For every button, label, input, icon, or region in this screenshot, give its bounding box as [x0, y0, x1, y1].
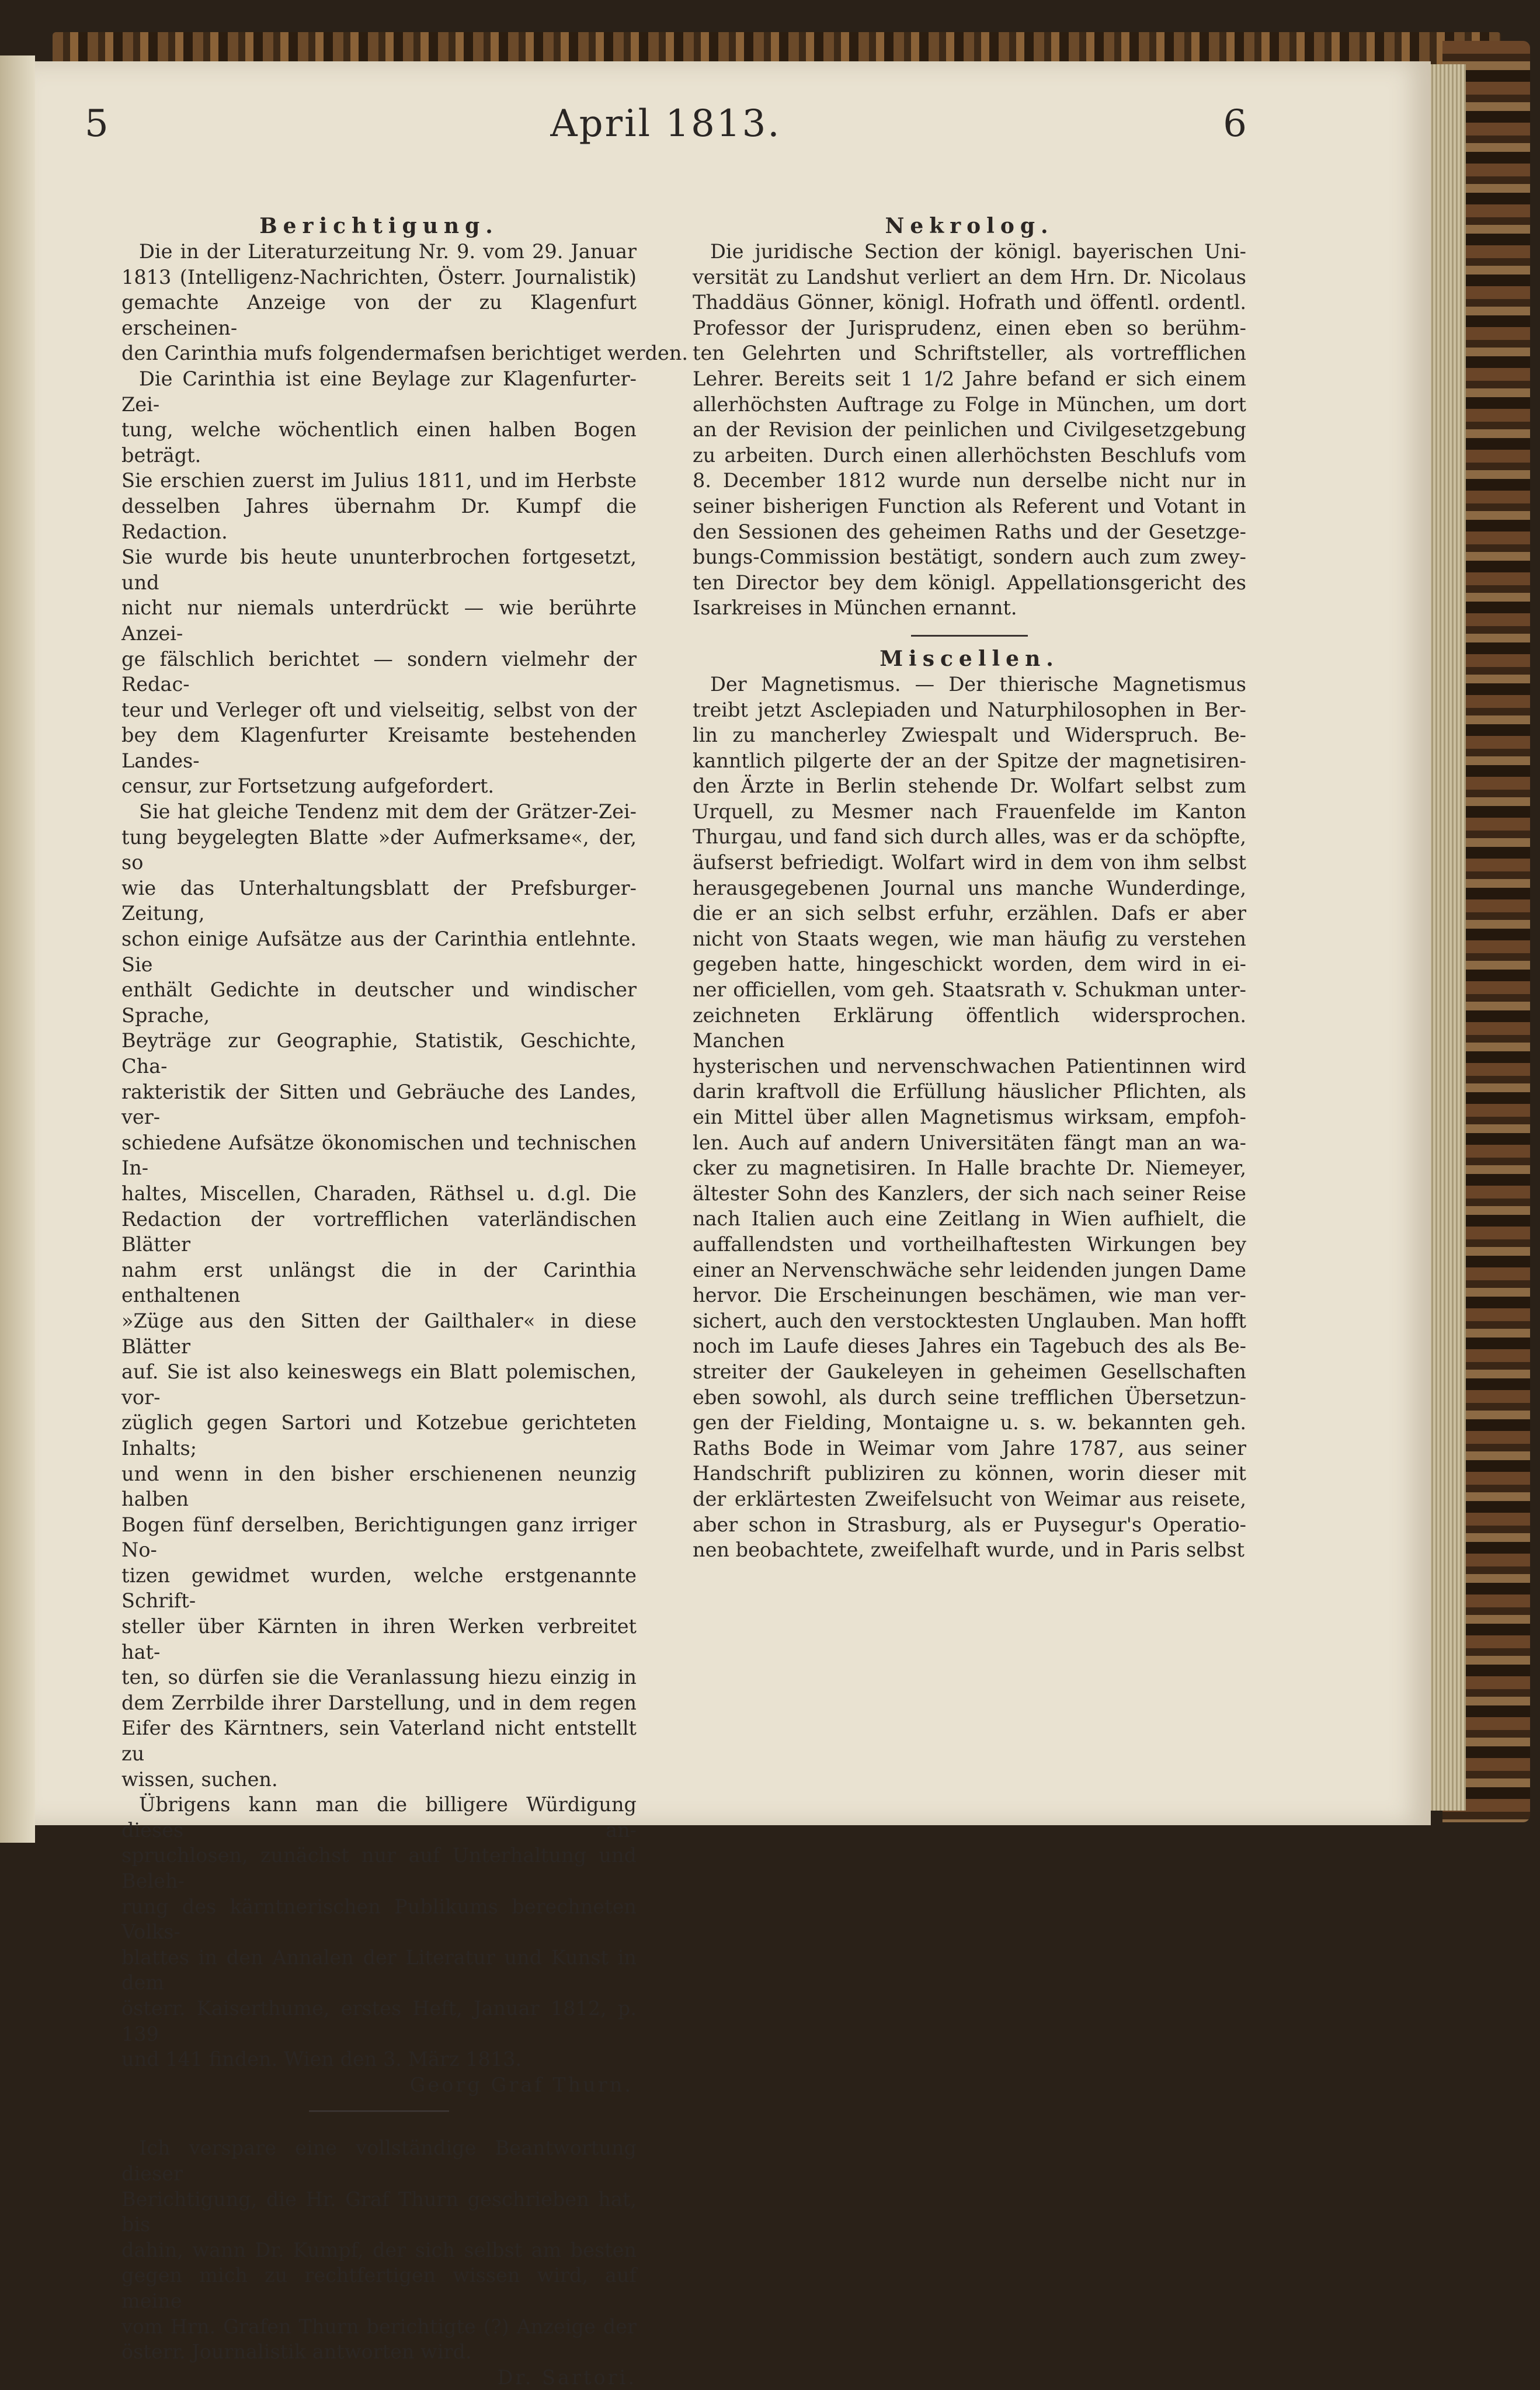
text-line: zu arbeiten. Durch einen allerhöchsten Beschlufs vom	[693, 443, 1246, 467]
text-line: gemachte Anzeige von der zu Klagenfurt erscheinen-	[121, 291, 637, 339]
text-line: Der Magnetismus. — Der thierische Magnetismus	[710, 672, 1246, 696]
left-column	[121, 213, 689, 2390]
text-line: len. Auch auf andern Universitäten fängt man an wa-	[693, 1131, 1246, 1154]
text-line: bungs-Commission bestätigt, sondern auch zum zwey-	[693, 546, 1246, 569]
text-line: züglich gegen Sartori und Kotzebue gerichteten Inhalts;	[121, 1411, 637, 1460]
text-line: ältester Sohn des Kanzlers, der sich nach seiner Reise	[693, 1182, 1246, 1205]
text-line: Handschrift publiziren zu können, worin dieser mit	[693, 1462, 1246, 1485]
text-line: zeichneten Erklärung öffentlich widersprochen. Manchen	[693, 1003, 1246, 1052]
text-line: nahm erst unlängst die in der Carinthia enthaltenen	[121, 1258, 637, 1307]
text-line: hervor. Die Erscheinungen beschämen, wie man ver-	[693, 1284, 1246, 1307]
text-line: 1813 (Intelligenz-Nachrichten, Österr. Journalistik)	[121, 265, 637, 289]
text-line: seiner bisherigen Function als Referent und Votant in	[693, 494, 1246, 517]
section-title-nekrolog: Nekrolog.	[885, 214, 1054, 238]
text-line: wie das Unterhaltungsblatt der Prefsburger-Zeitung,	[121, 876, 637, 925]
text-line: Bogen fünf derselben, Berichtigungen ganz irriger No-	[121, 1513, 637, 1562]
text-line: treibt jetzt Asclepiaden und Naturphilosophen in Ber-	[693, 698, 1246, 721]
paragraph	[121, 2135, 637, 2364]
text-line: eben sowohl, als durch seine trefflichen Übersetzun-	[693, 1385, 1246, 1409]
text-line: nen beobachtete, zweifelhaft wurde, und in Paris selbst	[693, 1538, 1244, 1562]
text-line: nach Italien auch eine Zeitlang in Wien aufhielt, die	[693, 1207, 1246, 1231]
paragraph	[121, 239, 689, 366]
text-line: bey dem Klagenfurter Kreisamte bestehenden Landes-	[121, 724, 637, 772]
text-line: Berichtigung, die Hr. Graf Thurn geschrieben hat, bis	[121, 2187, 637, 2236]
text-line: Thurgau, und fand sich durch alles, was er da schöpfte,	[693, 825, 1246, 849]
text-line: einer an Nervenschwäche sehr leidenden jungen Dame	[693, 1258, 1246, 1281]
text-line: Die in der Literaturzeitung Nr. 9. vom 29. Januar	[139, 240, 637, 263]
text-line: auf. Sie ist also keineswegs ein Blatt polemischen, vor-	[121, 1360, 637, 1409]
text-line: rakteristik der Sitten und Gebräuche des Landes, ver-	[121, 1080, 637, 1129]
text-line: »Züge aus den Sitten der Gailthaler« in diese Blätter	[121, 1309, 637, 1358]
text-line: ner officiellen, vom geh. Staatsrath v. Schukman unter-	[693, 978, 1246, 1002]
text-line: österr. Journalistik antworten wird.	[121, 2340, 472, 2364]
text-line: Eifer des Kärntners, sein Vaterland nicht entstellt zu	[121, 1717, 637, 1766]
text-line: gen der Fielding, Montaigne u. s. w. bekannten geh.	[693, 1411, 1246, 1434]
text-line: teur und Verleger oft und vielseitig, selbst von der	[121, 698, 637, 721]
text-line: Thaddäus Gönner, königl. Hofrath und öffentl. ordentl.	[693, 291, 1246, 314]
signature-thurn: Georg Graf Thurn.	[409, 2073, 633, 2096]
text-line: noch im Laufe dieses Jahres ein Tagebuch des als Be-	[693, 1335, 1246, 1358]
page-header-date: April 1813.	[550, 102, 781, 145]
text-line: darin kraftvoll die Erfüllung häuslicher Pflichten, als	[693, 1080, 1246, 1103]
text-line: kanntlich pilgerte der an der Spitze der magnetisiren-	[693, 749, 1246, 772]
text-line: den Carinthia mufs folgendermafsen berichtiget werden.	[121, 342, 689, 365]
text-line: Urquell, zu Mesmer nach Frauenfelde im Kanton	[693, 800, 1246, 823]
text-line: schiedene Aufsätze ökonomischen und technischen In-	[121, 1131, 637, 1180]
text-line: der erklärtesten Zweifelsucht von Weimar aus reisete,	[693, 1487, 1246, 1510]
text-line: an der Revision der peinlichen und Civilgesetzgebung	[693, 418, 1246, 442]
text-line: dahin, wann Dr. Kumpf, der sich selbst am besten	[121, 2238, 637, 2262]
text-line: tung, welche wöchentlich einen halben Bogen beträgt.	[121, 418, 637, 467]
text-line: gegen mich zu rechtfertigen wissen wird, auf meine	[121, 2264, 637, 2312]
text-line: steller über Kärnten in ihren Werken verbreitet hat-	[121, 1615, 637, 1663]
text-line: Redaction der vortrefflichen vaterländischen Blätter	[121, 1207, 637, 1256]
paragraph	[121, 1792, 637, 2072]
text-line: ein Mittel über allen Magnetismus wirksam, empfoh-	[693, 1106, 1246, 1128]
text-line: hysterischen und nervenschwachen Patientinnen wird	[693, 1054, 1246, 1078]
text-line: Beyträge zur Geographie, Statistik, Geschichte, Cha-	[121, 1029, 637, 1078]
text-line: nicht von Staats wegen, wie man häufig zu verstehen	[693, 927, 1246, 950]
text-line: streiter der Gaukeleyen in geheimen Gesellschaften	[693, 1360, 1246, 1383]
text-line: nicht nur niemals unterdrückt — wie berührte Anzei-	[121, 596, 637, 645]
text-line: Lehrer. Bereits seit 1 1/2 Jahre befand er sich einem	[693, 367, 1246, 390]
text-line: auffallendsten und vortheilhaftesten Wirkungen bey	[693, 1232, 1246, 1256]
text-line: spruchlosen, zunächst nur auf Unterhaltung und Beleh-	[121, 1844, 637, 1892]
divider-rule	[309, 2110, 449, 2112]
text-line: Die Carinthia ist eine Beylage zur Klagenfurter-Zei-	[121, 367, 637, 416]
text-line: Sie erschien zuerst im Julius 1811, und im Herbste	[121, 469, 637, 492]
text-line: wissen, suchen.	[121, 1767, 278, 1791]
text-line: gegeben hatte, hingeschickt worden, dem wird in ei-	[693, 953, 1246, 976]
text-line: Sie hat gleiche Tendenz mit dem der Grätzer-Zei-	[139, 800, 637, 824]
text-line: Professor der Jurisprudenz, einen eben so berühm-	[693, 316, 1246, 339]
page-number-left: 5	[85, 102, 109, 145]
text-line: äufserst befriedigt. Wolfart wird in dem von ihm selbst	[693, 851, 1246, 874]
right-column	[693, 213, 1246, 1563]
text-line: sichert, auch den verstocktesten Unglauben. Man hofft	[693, 1309, 1246, 1332]
text-line: desselben Jahres übernahm Dr. Kumpf die Redaction.	[121, 494, 637, 543]
section-title-berichtigung: Berichtigung.	[259, 214, 499, 238]
text-line: dem Zerrbilde ihrer Darstellung, und in dem regen	[121, 1691, 637, 1714]
text-line: und wenn in den bisher erschienenen neunzig halben	[121, 1462, 637, 1511]
text-line: Die juridische Section der königl. bayerischen Uni-	[710, 240, 1246, 263]
text-line: schon einige Aufsätze aus der Carinthia entlehnte. Sie	[121, 927, 637, 976]
text-line: rung des kärntnerischen Publikums berechneten Volks-	[121, 1895, 637, 1944]
page-header	[85, 102, 1247, 166]
text-line: ten Gelehrten und Schriftsteller, als vortrefflichen	[693, 342, 1246, 365]
page-stack-edges	[1425, 64, 1466, 1811]
divider-rule	[911, 635, 1028, 637]
text-line: tung beygelegten Blatte »der Aufmerksame«, der, so	[121, 825, 637, 874]
text-line: Isarkreises in München ernannt.	[693, 596, 1017, 620]
text-line: ge fälschlich berichtet — sondern vielmehr der Redac-	[121, 647, 637, 696]
text-line: allerhöchsten Auftrage zu Folge in München, um dort	[693, 392, 1246, 416]
section-title-miscellen: Miscellen.	[879, 646, 1059, 671]
paragraph	[693, 239, 1246, 621]
text-line: die er an sich selbst erfuhr, erzählen. Dafs er aber	[693, 902, 1246, 925]
text-line: Sie wurde bis heute ununterbrochen fortgesetzt, und	[121, 546, 637, 594]
signature-sartori: Dr. Sartori.	[497, 2365, 637, 2389]
paragraph	[121, 366, 637, 799]
paragraph	[121, 799, 637, 1792]
paragraph	[693, 672, 1246, 1563]
text-line: vom Hrn. Grafen Thurn berichtigte (?) Anzeige der	[121, 2315, 637, 2338]
text-line: den Ärzte in Berlin stehende Dr. Wolfart selbst zum	[693, 774, 1246, 798]
text-line: österr. Kaiserthume, erstes Heft, Januar 1812, p. 139	[121, 1996, 637, 2045]
text-line: Ich verspare eine vollständige Beantwortung dieser	[121, 2137, 637, 2185]
text-line: versität zu Landshut verliert an dem Hrn. Dr. Nicolaus	[693, 265, 1246, 289]
text-line: censur, zur Fortsetzung aufgefordert.	[121, 774, 495, 798]
text-line: blattes in den Annalen der Literatur und Kunst in dem	[121, 1946, 637, 1995]
text-line: Übrigens kann man die billigere Würdigung dieses an-	[121, 1793, 637, 1842]
text-line: den Sessionen des geheimen Raths und der Gesetzge-	[693, 520, 1246, 543]
text-line: herausgegebenen Journal uns manche Wunderdinge,	[693, 876, 1246, 899]
previous-page-edge	[0, 55, 35, 1843]
text-line: cker zu magnetisiren. In Halle brachte Dr. Niemeyer,	[693, 1156, 1246, 1180]
page-number-right: 6	[1223, 102, 1247, 145]
text-line: 8. December 1812 wurde nun derselbe nicht nur in	[693, 469, 1246, 492]
text-line: lin zu mancherley Zwiespalt und Widerspruch. Be-	[693, 724, 1246, 747]
text-line: Raths Bode in Weimar vom Jahre 1787, aus seiner	[693, 1436, 1246, 1460]
text-line: ten, so dürfen sie die Veranlassung hiezu einzig in	[121, 1666, 637, 1689]
text-line: ten Director bey dem königl. Appellationsgericht des	[693, 571, 1246, 594]
text-line: und 141 finden. Wien den 3. März 1813.	[121, 2048, 522, 2071]
text-line: haltes, Miscellen, Charaden, Räthsel u. d.gl. Die	[121, 1182, 637, 1205]
text-line: aber schon in Strasburg, als er Puysegur's Operatio-	[693, 1513, 1246, 1536]
text-line: tizen gewidmet wurden, welche erstgenannte Schrift-	[121, 1564, 637, 1613]
text-line: enthält Gedichte in deutscher und windischer Sprache,	[121, 978, 637, 1027]
